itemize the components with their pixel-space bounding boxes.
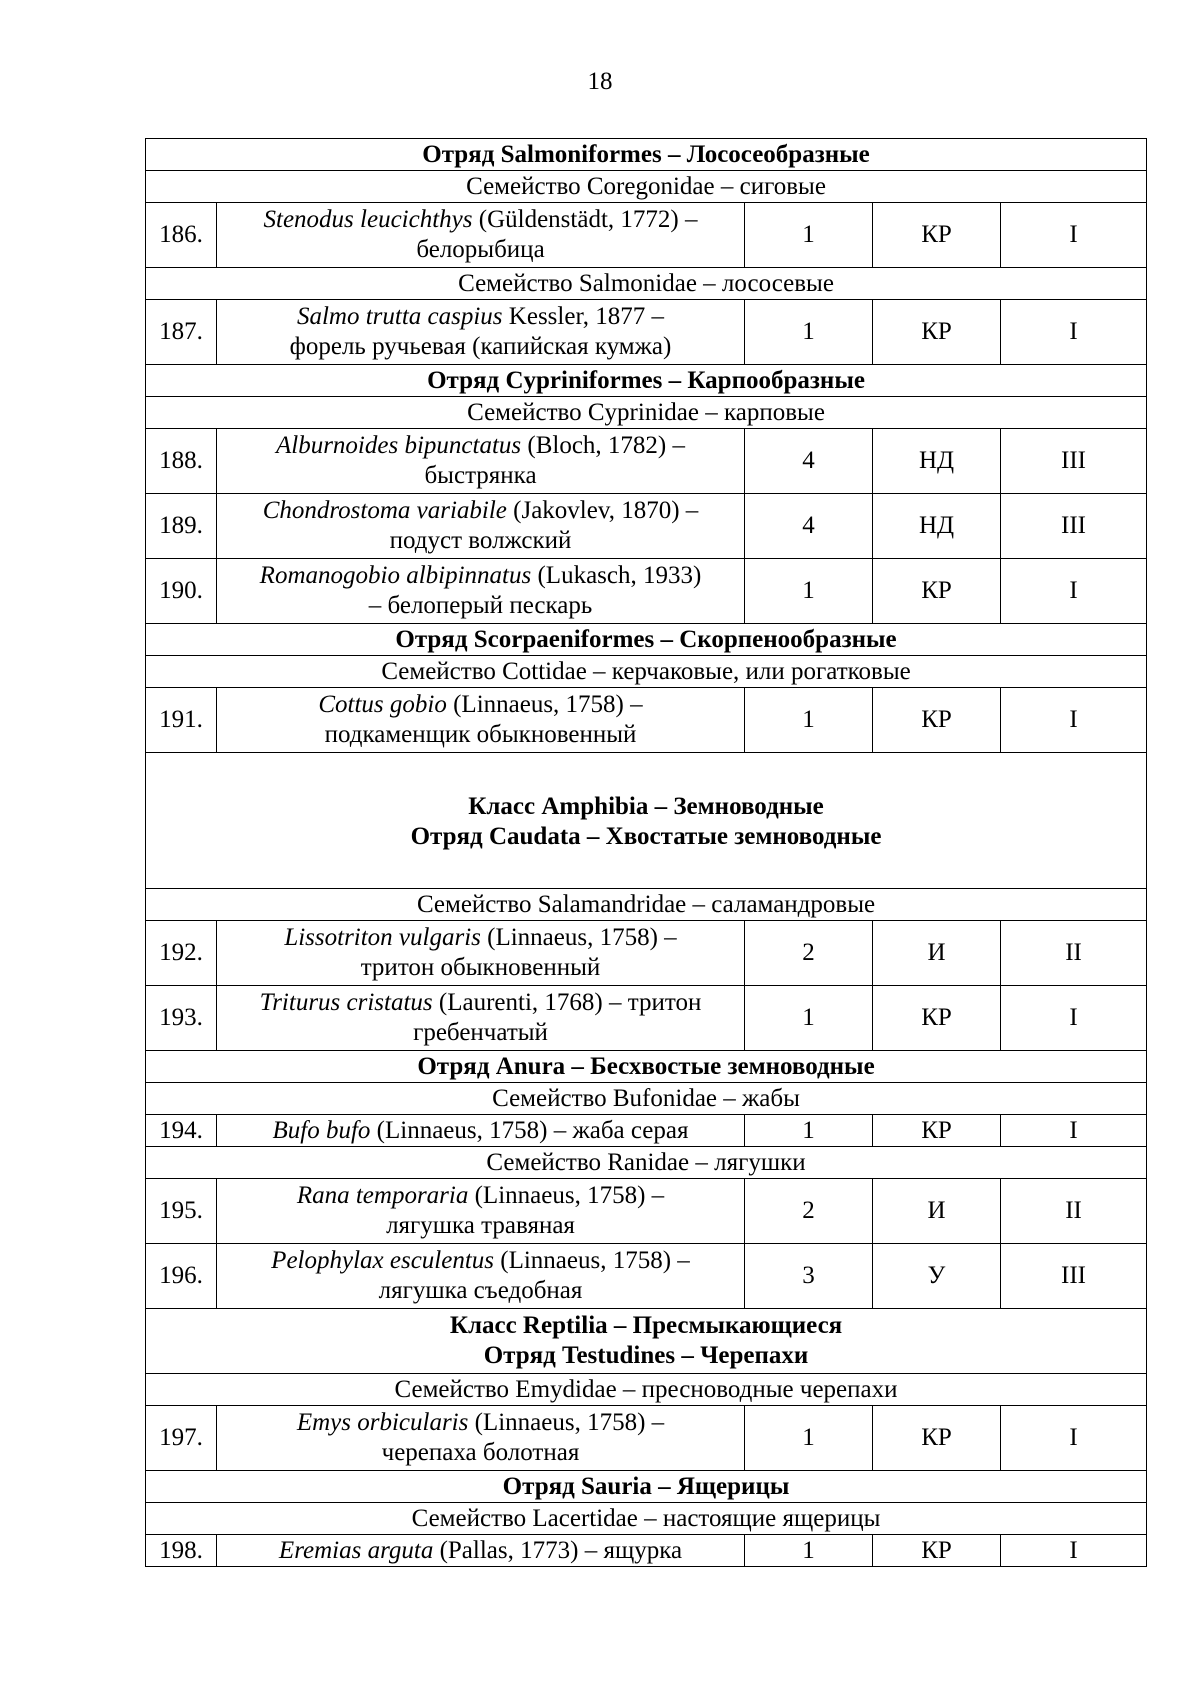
- family-row: [146, 656, 1147, 688]
- common-name: подкаменщик обыкновенный: [324, 721, 637, 748]
- species-name: [217, 1535, 745, 1567]
- species-row: [146, 986, 1147, 1051]
- status: У: [873, 1244, 1001, 1309]
- family-row: [146, 397, 1147, 429]
- common-name: – белоперый пескарь: [368, 592, 593, 619]
- order-row: [146, 139, 1147, 171]
- species-number: 186.: [146, 203, 217, 268]
- priority: III: [1001, 1244, 1147, 1309]
- order-heading: Отряд Salmoniformes – Лососеобразные: [146, 139, 1147, 171]
- species-number: 193.: [146, 986, 217, 1051]
- priority: I: [1001, 1535, 1147, 1567]
- latin-name: Cottus gobio: [318, 691, 447, 718]
- author: (Linnaeus, 1758) –: [446, 691, 643, 718]
- species-name: [217, 429, 745, 494]
- category: 1: [745, 1406, 873, 1471]
- author: (Linnaeus, 1758) –: [480, 924, 677, 951]
- latin-name: Eremias arguta: [278, 1536, 434, 1564]
- family-row: [146, 268, 1147, 300]
- priority: III: [1001, 494, 1147, 559]
- family-heading: Семейство Cottidae – керчаковые, или рогатковые: [146, 656, 1147, 688]
- species-name: [217, 921, 745, 986]
- species-number: 192.: [146, 921, 217, 986]
- family-row: [146, 171, 1147, 203]
- category: 1: [745, 300, 873, 365]
- species-row: [146, 1115, 1147, 1147]
- category: 3: [745, 1244, 873, 1309]
- category: 1: [745, 559, 873, 624]
- family-heading: Семейство Salamandridae – саламандровые: [146, 889, 1147, 921]
- priority: I: [1001, 300, 1147, 365]
- priority: I: [1001, 1115, 1147, 1147]
- class-row: [146, 753, 1147, 889]
- species-row: [146, 1179, 1147, 1244]
- class-title: Класс Reptilia – Пресмыкающиеся: [449, 1312, 843, 1339]
- status: КР: [873, 559, 1001, 624]
- status: КР: [873, 300, 1001, 365]
- species-row: [146, 300, 1147, 365]
- species-number: 191.: [146, 688, 217, 753]
- common-name: белорыбица: [416, 236, 545, 263]
- family-heading: Семейство Lacertidae – настоящие ящерицы: [146, 1503, 1147, 1535]
- status: КР: [873, 986, 1001, 1051]
- latin-name: Romanogobio albipinnatus: [259, 562, 532, 589]
- species-name: [217, 1115, 745, 1147]
- species-number: 197.: [146, 1406, 217, 1471]
- author: (Linnaeus, 1758) –: [494, 1247, 690, 1274]
- family-heading: Семейство Salmonidae – лососевые: [146, 268, 1147, 300]
- priority: I: [1001, 203, 1147, 268]
- species-name: [217, 300, 745, 365]
- category: 1: [745, 203, 873, 268]
- species-row: [146, 429, 1147, 494]
- priority: I: [1001, 559, 1147, 624]
- species-row: [146, 1244, 1147, 1309]
- common-name: гребенчатый: [413, 1019, 548, 1046]
- author: (Lukasch, 1933): [531, 562, 702, 589]
- latin-name: Chondrostoma variabile: [262, 497, 507, 524]
- order-title: Отряд Testudines – Черепахи: [483, 1342, 809, 1369]
- species-name: [217, 203, 745, 268]
- family-row: [146, 1374, 1147, 1406]
- category: 2: [745, 921, 873, 986]
- class-heading: [146, 753, 1147, 889]
- latin-name: Lissotriton vulgaris: [284, 924, 481, 951]
- category: 1: [745, 1535, 873, 1567]
- category: 1: [745, 1115, 873, 1147]
- class-heading: [146, 1309, 1147, 1374]
- common-name: тритон обыкновенный: [360, 954, 601, 981]
- author: (Linnaeus, 1758) – жаба серая: [370, 1116, 689, 1144]
- status: И: [873, 921, 1001, 986]
- order-title: Отряд Caudata – Хвостатые земноводные: [410, 822, 882, 850]
- latin-name: Bufo bufo: [272, 1116, 371, 1144]
- author: (Linnaeus, 1758) –: [468, 1182, 665, 1209]
- priority: I: [1001, 1406, 1147, 1471]
- author: Kessler, 1877 –: [502, 303, 665, 330]
- family-row: [146, 1503, 1147, 1535]
- author: (Linnaeus, 1758) –: [468, 1409, 665, 1436]
- species-name: [217, 1179, 745, 1244]
- author: (Pallas, 1773) – ящурка: [433, 1536, 683, 1564]
- family-heading: Семейство Bufonidae – жабы: [146, 1083, 1147, 1115]
- species-table: [145, 138, 1147, 1567]
- family-row: [146, 1083, 1147, 1115]
- status: КР: [873, 1115, 1001, 1147]
- species-row: [146, 1535, 1147, 1567]
- category: 4: [745, 429, 873, 494]
- family-heading: Семейство Cyprinidae – карповые: [146, 397, 1147, 429]
- latin-name: Alburnoides bipunctatus: [275, 432, 522, 459]
- category: 1: [745, 688, 873, 753]
- author: (Jakovlev, 1870) –: [506, 497, 699, 524]
- species-row: [146, 921, 1147, 986]
- species-number: 190.: [146, 559, 217, 624]
- species-row: [146, 559, 1147, 624]
- page-number: 18: [587, 68, 613, 95]
- priority: I: [1001, 986, 1147, 1051]
- family-heading: Семейство Coregonidae – сиговые: [146, 171, 1147, 203]
- species-name: [217, 688, 745, 753]
- author: (Laurenti, 1768) – тритон: [432, 989, 702, 1016]
- class-row: [146, 1309, 1147, 1374]
- family-row: [146, 1147, 1147, 1179]
- latin-name: Triturus cristatus: [259, 989, 433, 1016]
- class-title: Класс Amphibia – Земноводные: [468, 792, 824, 820]
- status: НД: [873, 494, 1001, 559]
- species-row: [146, 688, 1147, 753]
- common-name: лягушка съедобная: [378, 1277, 583, 1304]
- latin-name: Stenodus leucichthys: [263, 206, 473, 233]
- species-number: 187.: [146, 300, 217, 365]
- author: (Bloch, 1782) –: [521, 432, 685, 459]
- family-heading: Семейство Ranidae – лягушки: [146, 1147, 1147, 1179]
- species-name: [217, 986, 745, 1051]
- order-row: [146, 365, 1147, 397]
- species-number: 194.: [146, 1115, 217, 1147]
- species-number: 188.: [146, 429, 217, 494]
- species-number: 196.: [146, 1244, 217, 1309]
- common-name: форель ручьевая (капийская кумжа): [289, 333, 672, 360]
- order-heading: Отряд Sauria – Ящерицы: [146, 1471, 1147, 1503]
- order-heading: Отряд Scorpaeniformes – Скорпенообразные: [146, 624, 1147, 656]
- order-row: [146, 1471, 1147, 1503]
- common-name: лягушка травяная: [386, 1212, 575, 1239]
- author: (Güldenstädt, 1772) –: [472, 206, 698, 233]
- order-heading: Отряд Cypriniformes – Карпообразные: [146, 365, 1147, 397]
- latin-name: Rana temporaria: [296, 1182, 469, 1209]
- species-name: [217, 494, 745, 559]
- common-name: быстрянка: [424, 462, 537, 489]
- status: КР: [873, 688, 1001, 753]
- common-name: черепаха болотная: [381, 1439, 580, 1466]
- species-number: 195.: [146, 1179, 217, 1244]
- category: 2: [745, 1179, 873, 1244]
- status: НД: [873, 429, 1001, 494]
- latin-name: Pelophylax esculentus: [271, 1247, 495, 1274]
- category: 1: [745, 986, 873, 1051]
- latin-name: Emys orbicularis: [296, 1409, 469, 1436]
- species-name: [217, 1406, 745, 1471]
- species-number: 189.: [146, 494, 217, 559]
- priority: II: [1001, 921, 1147, 986]
- species-row: [146, 203, 1147, 268]
- species-row: [146, 1406, 1147, 1471]
- order-row: [146, 624, 1147, 656]
- status: И: [873, 1179, 1001, 1244]
- species-number: 198.: [146, 1535, 217, 1567]
- common-name: подуст волжский: [389, 527, 572, 554]
- family-row: [146, 889, 1147, 921]
- status: КР: [873, 1406, 1001, 1471]
- family-heading: Семейство Emydidae – пресноводные черепахи: [146, 1374, 1147, 1406]
- species-name: [217, 1244, 745, 1309]
- priority: I: [1001, 688, 1147, 753]
- category: 4: [745, 494, 873, 559]
- status: КР: [873, 203, 1001, 268]
- latin-name: Salmo trutta caspius: [296, 303, 503, 330]
- priority: III: [1001, 429, 1147, 494]
- order-row: [146, 1051, 1147, 1083]
- status: КР: [873, 1535, 1001, 1567]
- priority: II: [1001, 1179, 1147, 1244]
- species-name: [217, 559, 745, 624]
- species-row: [146, 494, 1147, 559]
- order-heading: Отряд Anura – Бесхвостые земноводные: [146, 1051, 1147, 1083]
